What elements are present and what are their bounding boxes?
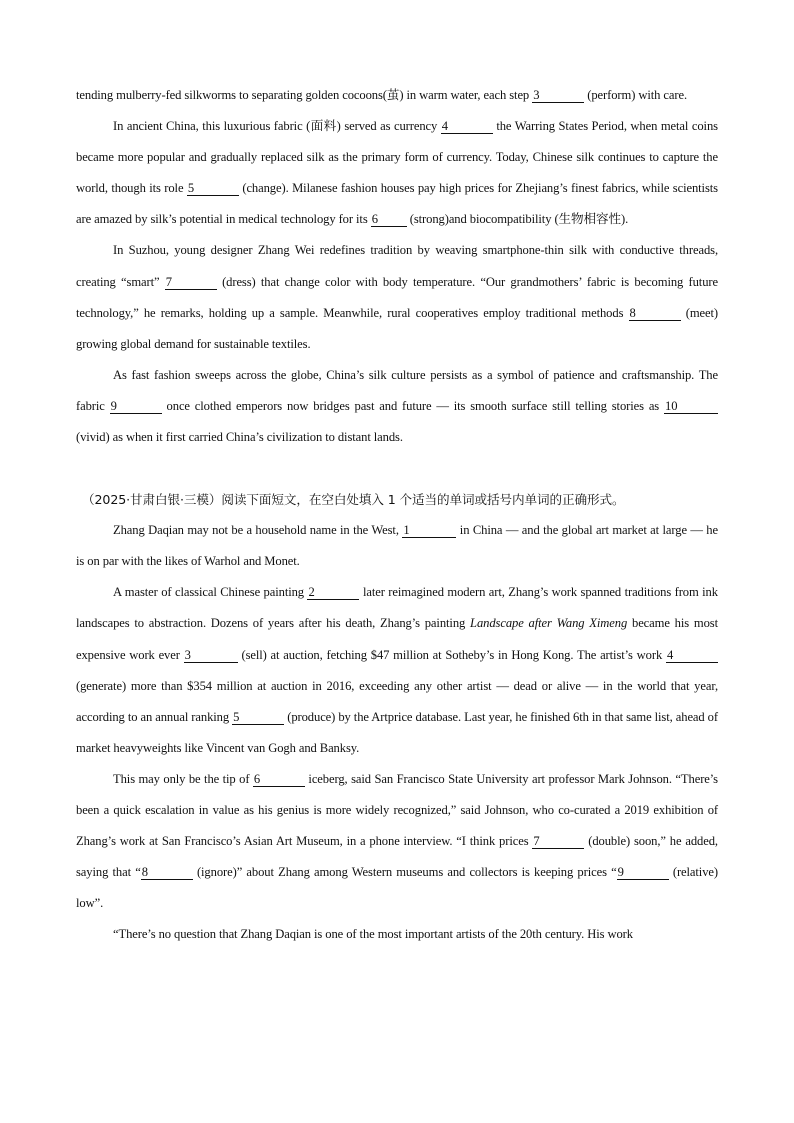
text-run: (meet) growing global demand for sustainable textiles. — [76, 305, 718, 351]
text-run: (relative) low”. — [76, 865, 718, 911]
blank-3[interactable]: 3 — [532, 88, 584, 103]
blank-7[interactable]: 7 — [165, 275, 217, 290]
section-gap — [76, 453, 718, 484]
silk-paragraph-3 — [76, 235, 718, 359]
text-run: in China — and the global art market at large — he is on par with the likes of Warhol and Monet. — [76, 523, 718, 569]
text-run: (ignore)” about Zhang among Western museums and collectors is keeping prices “ — [196, 865, 617, 880]
blank-9[interactable]: 9 — [617, 865, 669, 880]
text-run: became his most expensive work ever — [76, 616, 718, 662]
blank-9[interactable]: 9 — [110, 399, 162, 414]
blank-10[interactable]: 10 — [664, 399, 718, 414]
text-run: iceberg, said San Francisco State University art professor Mark Johnson. “There’s been a quick escalation in value as his genius is more widely recognized,” said Johnson, who co-curated a 2019 exhibition of Zhang’s work at San Francisco’s Asian Art Museum, in a phone interview. “I think prices — [76, 771, 718, 849]
painting-title: Landscape after Wang Ximeng — [470, 616, 628, 631]
blank-1[interactable]: 1 — [402, 523, 456, 538]
blank-4[interactable]: 4 — [441, 119, 493, 134]
blank-4[interactable]: 4 — [666, 648, 718, 663]
text-run: As fast fashion sweeps across the globe, China’s silk culture persists as a symbol of patience and craftsmanship. The fabric — [76, 367, 718, 413]
text-run: tending mulberry-fed silkworms to separating golden cocoons(茧) in warm water, each step — [76, 88, 530, 102]
text-run: once clothed emperors now bridges past and future — its smooth surface still telling stories as — [166, 398, 660, 413]
silk-paragraph-4 — [76, 360, 718, 453]
text-run: (perform) with care. — [587, 88, 688, 102]
blank-6[interactable]: 6 — [253, 772, 305, 787]
text-run: later reimagined modern art, Zhang’s work spanned traditions from ink landscapes to abstraction. Dozens of years after his death, Zhang’s painting — [76, 585, 718, 631]
blank-8[interactable]: 8 — [629, 306, 681, 321]
text-run: Zhang Daqian may not be a household name in the West, — [113, 523, 399, 538]
text-run: (sell) at auction, fetching $47 million at Sotheby’s in Hong Kong. The artist’s work — [241, 647, 663, 662]
text-run: In Suzhou, young designer Zhang Wei redefines tradition by weaving smartphone-thin silk with conductive threads, creating “smart” — [76, 243, 718, 289]
blank-2[interactable]: 2 — [307, 585, 359, 600]
silk-paragraph-1 — [76, 80, 718, 111]
text-run: (generate) more than $354 million at auction in 2016, exceeding any other artist — dead or alive — in the world that year, according to an annual ranking — [76, 678, 718, 724]
text-run: (vivid) as when it first carried China’s civilization to distant lands. — [76, 430, 403, 445]
text-run: “There’s no question that Zhang Daqian is one of the most important artists of the 20th century. His work — [113, 927, 633, 942]
blank-8[interactable]: 8 — [141, 865, 193, 880]
blank-6[interactable]: 6 — [371, 212, 407, 227]
document-content — [76, 80, 718, 950]
blank-5[interactable]: 5 — [187, 181, 239, 196]
text-run: In ancient China, this luxurious fabric (面料) served as currency — [113, 119, 438, 134]
zhang-paragraph-2 — [76, 577, 718, 764]
text-run: (double) soon,” he added, saying that “ — [76, 834, 718, 880]
exercise-heading: （2025·甘肃白银·三模）阅读下面短文，在空白处填入 1 个适当的单词或括号内单词的正确形式。 — [82, 492, 625, 508]
text-run: the Warring States Period, when metal coins became more popular and gradually replaced silk as the primary form of currency. Today, Chinese silk continues to capture the world, though its role — [76, 119, 718, 196]
text-run: (change). Milanese fashion houses pay high prices for Zhejiang’s finest fabrics, while scientists are amazed by silk’s potential in medical technology for its — [76, 181, 718, 227]
zhang-paragraph-4 — [76, 919, 718, 950]
text-run: This may only be the tip of — [113, 771, 250, 786]
blank-7[interactable]: 7 — [532, 834, 584, 849]
text-run: (dress) that change color with body temperature. “Our grandmothers’ fabric is becoming future technology,” he remarks, holding up a sample. Meanwhile, rural cooperatives employ traditional methods — [76, 274, 718, 320]
zhang-paragraph-1 — [76, 515, 718, 577]
text-run: (produce) by the Artprice database. Last year, he finished 6th in that same list, ahead of market heavyweights like Vincent van Gogh and Banksy. — [76, 709, 718, 755]
text-run: (strong)and biocompatibility (生物相容性). — [409, 212, 629, 227]
blank-5[interactable]: 5 — [232, 710, 284, 725]
silk-paragraph-2 — [76, 111, 718, 235]
zhang-paragraph-3 — [76, 764, 718, 919]
text-run: A master of classical Chinese painting — [113, 585, 305, 600]
blank-3[interactable]: 3 — [184, 648, 238, 663]
